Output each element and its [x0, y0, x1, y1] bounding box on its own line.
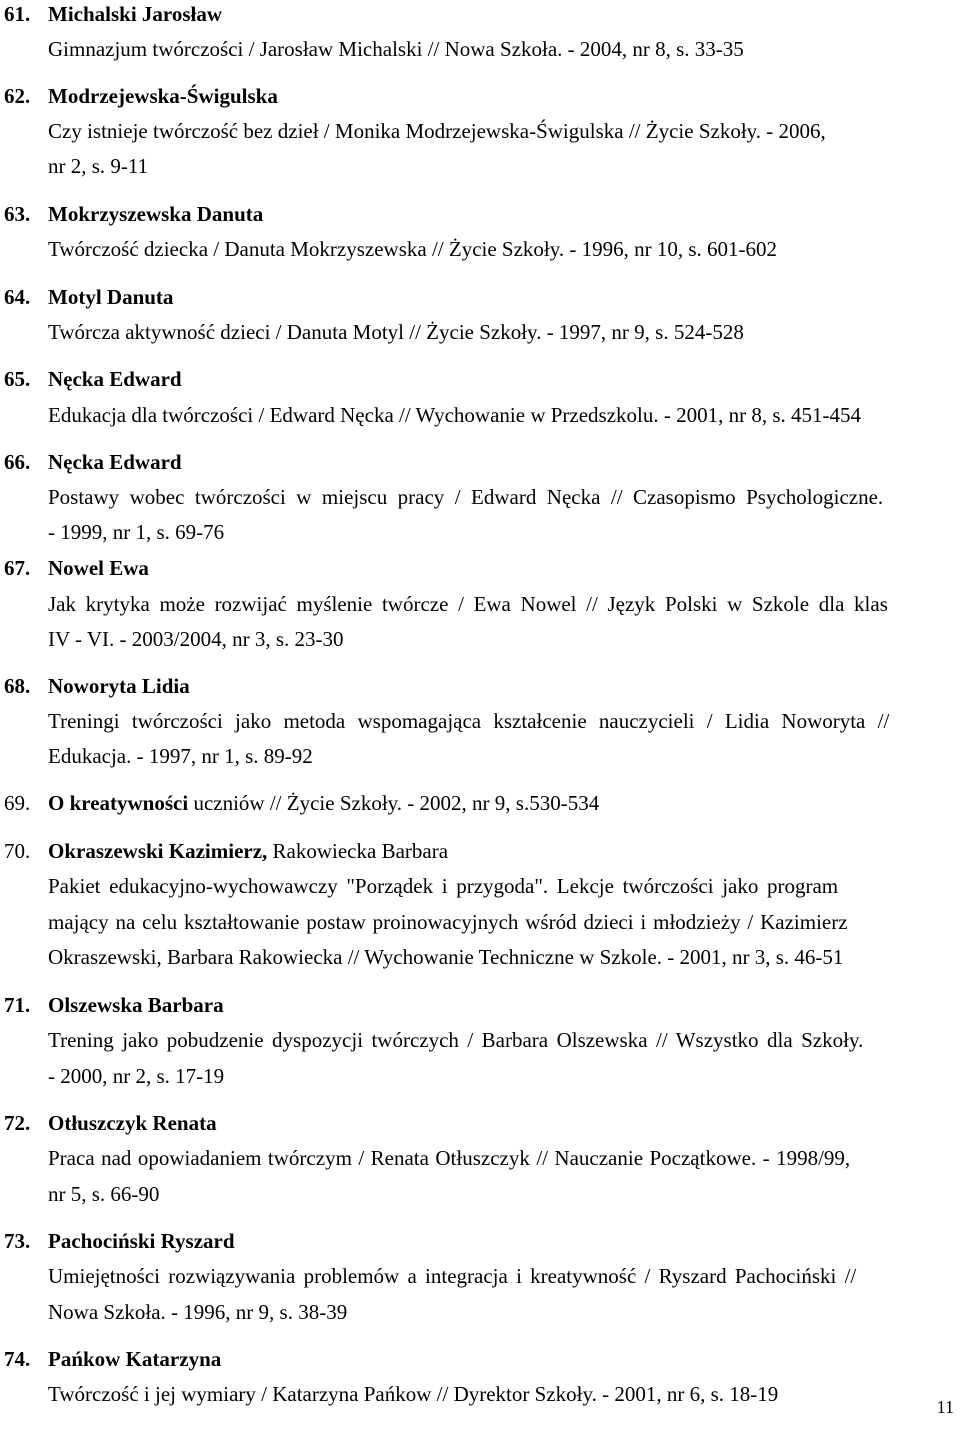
entry-description: Twórczość dziecka / Danuta Mokrzyszewska // Życie Szkoły. - 1996, nr 10, s. 601-602 — [48, 237, 778, 261]
entry-description: Umiejętności rozwiązywania problemów a integracja i kreatywność / Ryszard Pachociński // — [48, 1264, 857, 1288]
entry-number: 72. — [4, 1111, 31, 1135]
entry-title-line — [48, 791, 599, 815]
entry-number: 63. — [4, 202, 31, 226]
entry-description: nr 5, s. 66-90 — [48, 1182, 160, 1206]
entry-author: Nęcka Edward — [48, 367, 182, 391]
entry-description: Trening jako pobudzenie dyspozycji twórczych / Barbara Olszewska // Wszystko dla Szkoły. — [48, 1028, 864, 1052]
entry-description: Pakiet edukacyjno-wychowawczy "Porządek i przygoda". Lekcje twórczości jako program — [48, 874, 839, 898]
entry-coauthor: Rakowiecka Barbara — [267, 839, 449, 863]
entry-description: Postawy wobec twórczości w miejscu pracy / Edward Nęcka // Czasopismo Psychologiczne. — [48, 485, 884, 509]
entry-author: Mokrzyszewska Danuta — [48, 202, 264, 226]
entry-author: Nęcka Edward — [48, 450, 182, 474]
entry-description: Praca nad opowiadaniem twórczym / Renata Otłuszczyk // Nauczanie Początkowe. - 1998/99, — [48, 1146, 851, 1170]
entry-description: Treningi twórczości jako metoda wspomagająca kształcenie nauczycieli / Lidia Noworyta // — [48, 709, 890, 733]
entry-number: 65. — [4, 367, 31, 391]
entry-author: Modrzejewska-Świgulska — [48, 84, 278, 108]
entry-number: 66. — [4, 450, 31, 474]
entry-author: Noworyta Lidia — [48, 674, 190, 698]
entry-author: Otłuszczyk Renata — [48, 1111, 217, 1135]
entry-description: Gimnazjum twórczości / Jarosław Michalski // Nowa Szkoła. - 2004, nr 8, s. 33-35 — [48, 37, 744, 61]
entry-number: 71. — [4, 993, 31, 1017]
entry-author-line — [48, 839, 448, 863]
entry-description: nr 2, s. 9-11 — [48, 154, 149, 178]
entry-description: Jak krytyka może rozwijać myślenie twórcze / Ewa Nowel // Język Polski w Szkole dla klas — [48, 592, 888, 616]
entry-title-rest: uczniów // Życie Szkoły. - 2002, nr 9, s.530-534 — [188, 791, 600, 815]
entry-number: 74. — [4, 1347, 31, 1371]
entry-number: 68. — [4, 674, 31, 698]
entry-description: Czy istnieje twórczość bez dzieł / Monika Modrzejewska-Świgulska // Życie Szkoły. - 2006, — [48, 119, 826, 143]
entry-author: Motyl Danuta — [48, 285, 174, 309]
entry-description: Twórcza aktywność dzieci / Danuta Motyl // Życie Szkoły. - 1997, nr 9, s. 524-528 — [48, 320, 744, 344]
entry-number: 64. — [4, 285, 31, 309]
entry-author: Michalski Jarosław — [48, 2, 223, 26]
entry-author: Nowel Ewa — [48, 556, 149, 580]
entry-description: Edukacja dla twórczości / Edward Nęcka // Wychowanie w Przedszkolu. - 2001, nr 8, s. 451-454 — [48, 403, 862, 427]
entry-number: 73. — [4, 1229, 31, 1253]
entry-description: IV - VI. - 2003/2004, nr 3, s. 23-30 — [48, 627, 344, 651]
entry-author: Pańkow Katarzyna — [48, 1347, 222, 1371]
entry-title-bold: O kreatywności — [48, 791, 189, 815]
entry-author: Pachociński Ryszard — [48, 1229, 235, 1253]
entry-number: 67. — [4, 556, 31, 580]
entry-author: Okraszewski Kazimierz, — [48, 839, 268, 863]
entry-description: - 1999, nr 1, s. 69-76 — [48, 520, 225, 544]
entry-description: Twórczość i jej wymiary / Katarzyna Pańkow // Dyrektor Szkoły. - 2001, nr 6, s. 18-19 — [48, 1382, 779, 1406]
entry-description: Nowa Szkoła. - 1996, nr 9, s. 38-39 — [48, 1300, 348, 1324]
page-number: 11 — [936, 1397, 954, 1417]
entry-description: Edukacja. - 1997, nr 1, s. 89-92 — [48, 744, 313, 768]
entry-description: mający na celu kształtowanie postaw proinowacyjnych wśród dzieci i młodzieży / Kazimierz — [48, 910, 848, 934]
entry-number: 62. — [4, 84, 31, 108]
entry-author: Olszewska Barbara — [48, 993, 224, 1017]
entry-number: 70. — [4, 839, 31, 863]
entry-number: 69. — [4, 791, 31, 815]
entry-description: - 2000, nr 2, s. 17-19 — [48, 1064, 225, 1088]
entry-number: 61. — [4, 2, 31, 26]
entry-description: Okraszewski, Barbara Rakowiecka // Wychowanie Techniczne w Szkole. - 2001, nr 3, s. 46-51 — [48, 945, 844, 969]
